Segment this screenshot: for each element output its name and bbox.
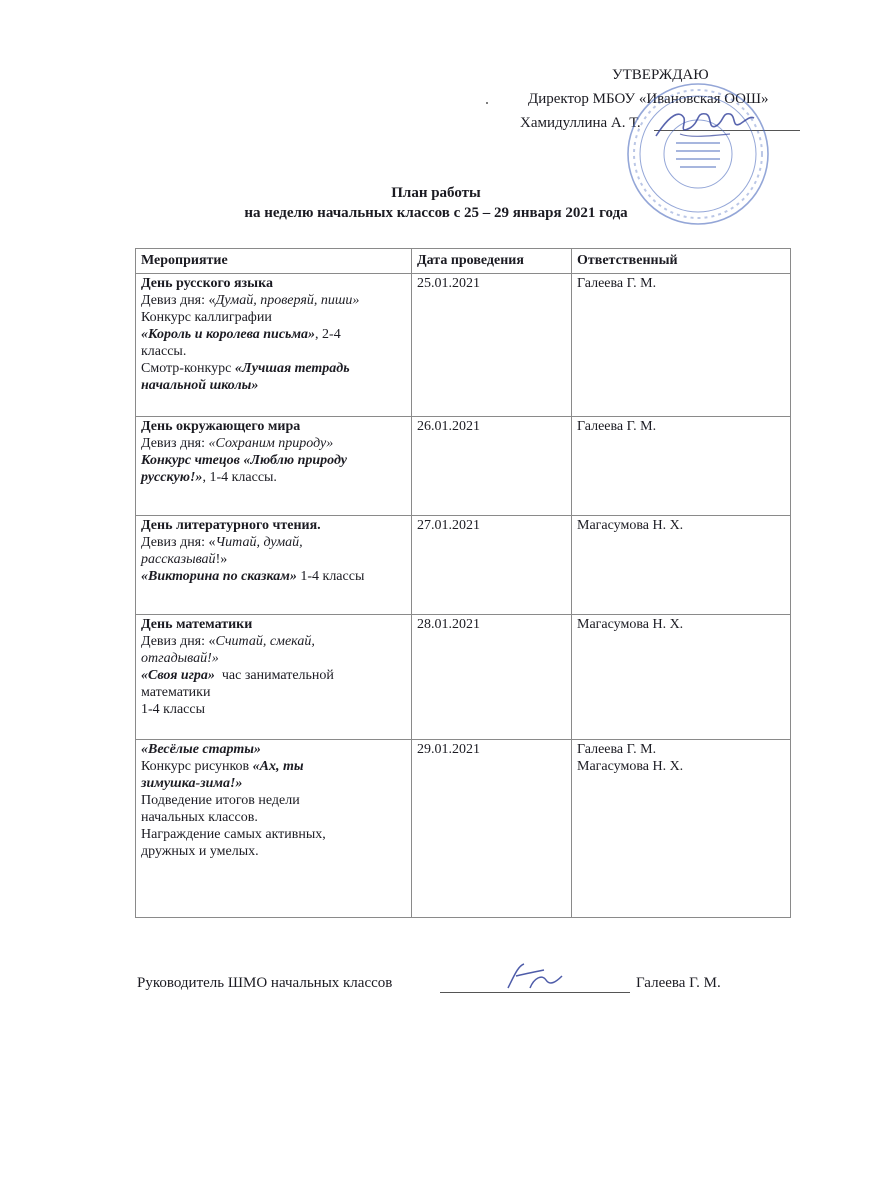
responsible-name: Галеева Г. М. bbox=[577, 742, 657, 757]
event-line-bold: русскую!» bbox=[141, 470, 203, 485]
event-line-prefix: Конкурс рисунков bbox=[141, 759, 253, 774]
plan-title: План работы bbox=[391, 185, 481, 201]
date-cell: 26.01.2021 bbox=[412, 417, 572, 516]
responsible-cell bbox=[572, 274, 791, 417]
event-line-bold: начальной школы» bbox=[141, 378, 259, 393]
responsible-name: Магасумова Н. Х. bbox=[577, 617, 684, 632]
event-cell bbox=[136, 417, 412, 516]
event-line-prefix: Смотр-конкурс bbox=[141, 361, 235, 376]
event-heading: «Весёлые старты» bbox=[141, 742, 261, 757]
table-row bbox=[136, 615, 791, 740]
event-cell bbox=[136, 740, 412, 918]
motto-prefix: Девиз дня: bbox=[141, 436, 209, 451]
responsible-name: Галеева Г. М. bbox=[577, 276, 657, 291]
plan-subtitle: на неделю начальных классов с 25 – 29 января 2021 года bbox=[244, 205, 628, 221]
motto: «Сохраним природу» bbox=[208, 436, 334, 451]
event-line-bold: «Викторина по сказкам» bbox=[141, 569, 297, 584]
event-line: дружных и умелых. bbox=[141, 844, 259, 859]
event-line: Конкурс каллиграфии bbox=[141, 310, 272, 325]
event-line-rest: час занимательной bbox=[214, 668, 334, 683]
motto-continued: отгадывай!» bbox=[141, 651, 219, 666]
date-cell: 28.01.2021 bbox=[412, 615, 572, 740]
table-header-row bbox=[136, 249, 791, 274]
motto: Читай, думай, bbox=[215, 535, 303, 550]
responsible-name: Магасумова Н. Х. bbox=[577, 518, 684, 533]
plan-table bbox=[135, 248, 791, 918]
table-row bbox=[136, 740, 791, 918]
event-cell bbox=[136, 615, 412, 740]
event-line: математики bbox=[141, 685, 211, 700]
event-line: классы. bbox=[141, 344, 187, 359]
event-heading: День математики bbox=[141, 617, 253, 632]
responsible-cell bbox=[572, 516, 791, 615]
responsible-cell bbox=[572, 615, 791, 740]
header-date: Дата проведения bbox=[412, 249, 572, 274]
event-line-bold: «Ах, ты bbox=[252, 759, 304, 774]
table-row bbox=[136, 516, 791, 615]
stray-dot bbox=[486, 102, 488, 104]
event-line-rest: , 2-4 bbox=[315, 327, 341, 342]
responsible-name: Магасумова Н. Х. bbox=[577, 759, 684, 774]
table-row bbox=[136, 417, 791, 516]
event-line: Подведение итогов недели bbox=[141, 793, 300, 808]
motto-prefix: Девиз дня: « bbox=[141, 634, 216, 649]
motto: Считай, смекай, bbox=[215, 634, 315, 649]
approval-director: Директор МБОУ «Ивановская ООШ» bbox=[528, 91, 769, 107]
motto-continued: рассказывай bbox=[141, 552, 216, 567]
event-line: 1-4 классы bbox=[141, 702, 205, 717]
footer-name: Галеева Г. М. bbox=[636, 975, 721, 991]
event-line-bold: «Король и королева письма» bbox=[141, 327, 316, 342]
event-line-rest: 1-4 классы bbox=[296, 569, 365, 584]
header-event: Мероприятие bbox=[136, 249, 412, 274]
motto-end: !» bbox=[215, 552, 228, 567]
approval-name: Хамидуллина А. Т. bbox=[520, 115, 641, 131]
footer-signature-icon bbox=[500, 958, 570, 994]
header-responsible: Ответственный bbox=[572, 249, 791, 274]
director-signature-icon bbox=[650, 104, 760, 144]
event-line-bold: «Своя игра» bbox=[141, 668, 215, 683]
event-heading: День русского языка bbox=[141, 276, 273, 291]
event-line: начальных классов. bbox=[141, 810, 258, 825]
event-heading: День окружающего мира bbox=[141, 419, 301, 434]
motto-prefix: Девиз дня: « bbox=[141, 535, 216, 550]
responsible-cell bbox=[572, 740, 791, 918]
motto: Думай, проверяй, пиши» bbox=[215, 293, 360, 308]
date-cell: 27.01.2021 bbox=[412, 516, 572, 615]
responsible-cell bbox=[572, 417, 791, 516]
approval-title: УТВЕРЖДАЮ bbox=[612, 67, 709, 83]
event-line: Награждение самых активных, bbox=[141, 827, 326, 842]
event-cell bbox=[136, 274, 412, 417]
date-cell: 25.01.2021 bbox=[412, 274, 572, 417]
event-heading: День литературного чтения. bbox=[141, 518, 321, 533]
date-cell: 29.01.2021 bbox=[412, 740, 572, 918]
footer-role: Руководитель ШМО начальных классов bbox=[137, 975, 393, 991]
event-line-bold: зимушка-зима!» bbox=[141, 776, 243, 791]
table-row bbox=[136, 274, 791, 417]
event-line-rest: , 1-4 классы. bbox=[202, 470, 277, 485]
event-line-bold: Конкурс чтецов «Люблю природу bbox=[141, 453, 347, 468]
responsible-name: Галеева Г. М. bbox=[577, 419, 657, 434]
event-line-bold: «Лучшая тетрадь bbox=[234, 361, 350, 376]
event-cell bbox=[136, 516, 412, 615]
motto-prefix: Девиз дня: « bbox=[141, 293, 216, 308]
